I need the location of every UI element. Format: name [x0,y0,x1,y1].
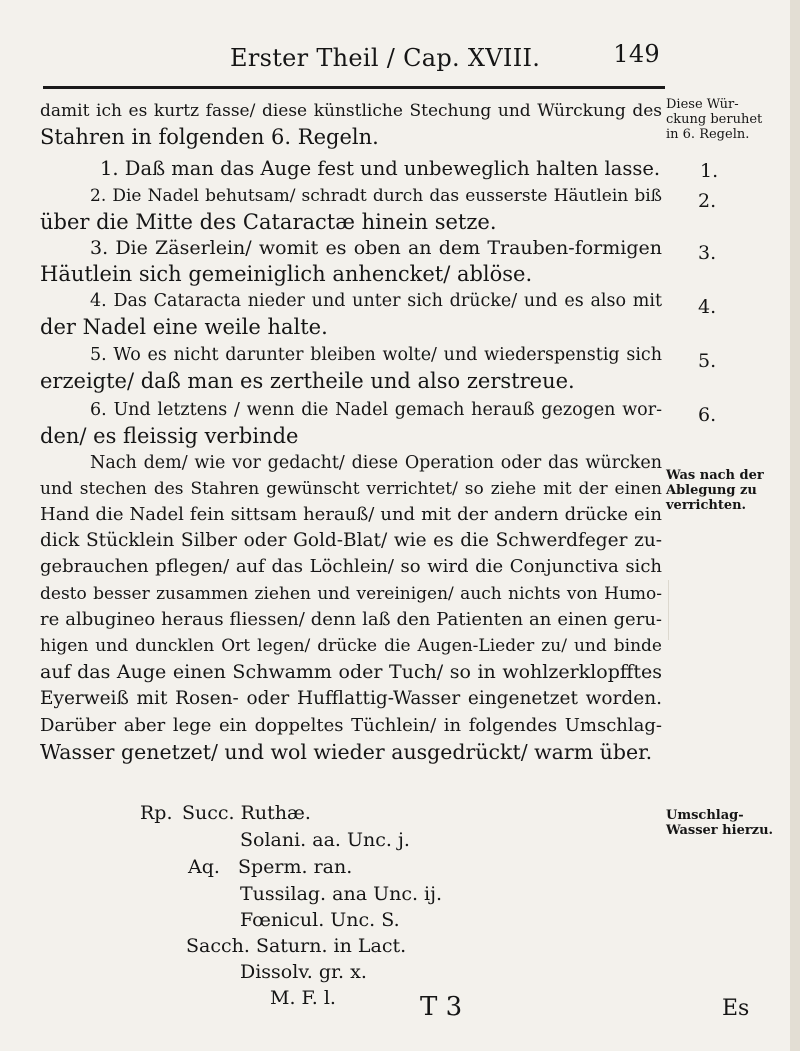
margin-note-line: Diese Wür- [666,97,739,112]
text-line: damit ich es kurtz fasse/ diese künstliche Stechung und Würckung des [40,101,662,121]
margin-note-line: Ablegung zu [666,483,757,498]
text-line: 5. Wo es nicht darunter bleiben wolte/ und wiederspenstig sich [90,345,662,365]
text-line: Stahren in folgenden 6. Regeln. [40,125,379,149]
page-number: 149 [613,40,660,68]
recipe-line: Fœnicul. Unc. S. [240,909,400,931]
show-through-text [668,580,789,640]
margin-note-poultice [666,808,792,838]
text-line: desto besser zusammen ziehen und vereinigen/ auch nichts von Humo- [40,584,662,604]
catchword: Es [722,996,750,1021]
text-line: den/ es fleissig verbinde [40,424,299,448]
margin-note-line: Wasser hierzu. [666,823,774,838]
text-line: der Nadel eine weile halte. [40,315,328,339]
text-line: Häutlein sich gemeiniglich anhencket/ ablöse. [40,262,533,286]
recipe-line: Sperm. ran. [238,856,353,878]
recipe-rp: Rp. [140,802,173,824]
margin-rule-number: 3. [698,242,717,264]
text-line: Eyerweiß mit Rosen- oder Hufflattig-Wasser eingenetzet worden. [40,688,662,709]
recipe-line: Tussilag. ana Unc. ij. [240,883,443,905]
text-line: auf das Auge einen Schwamm oder Tuch/ so in wohlzerklopfftes [40,661,662,683]
margin-rule-number: 1. [700,160,719,182]
text-line: Hand die Nadel fein sittsam herauß/ und mit der andern drücke ein [40,504,662,525]
text-line: 6. Und letztens / wenn die Nadel gemach herauß gezogen wor- [90,400,662,420]
text-line: 4. Das Cataracta nieder und unter sich drücke/ und es also mit [90,291,662,311]
recipe-line: Dissolv. gr. x. [240,961,367,983]
recipe-aq: Aq. [188,856,220,878]
margin-note-line: in 6. Regeln. [666,127,750,142]
text-line: und stechen des Stahren gewünscht verrichtet/ so ziehe mit der einen [40,479,662,499]
margin-note-line: Was nach der [666,468,764,483]
text-line: erzeigte/ daß man es zertheile und also zerstreue. [40,369,575,393]
recipe-line: Solani. aa. Unc. j. [240,829,410,851]
recipe-line: Succ. Ruthæ. [182,802,311,824]
header-title: Erster Theil / Cap. XVIII. [230,44,541,72]
margin-note-line: verrichten. [666,498,747,513]
text-line: 3. Die Zäserlein/ womit es oben an dem Trauben-formigen [90,237,662,259]
text-line: Darüber aber lege ein doppeltes Tüchlein/ in folgendes Umschlag- [40,715,662,736]
margin-rule-number: 2. [698,190,717,212]
text-line: gebrauchen pflegen/ auf das Löchlein/ so wird die Conjunctiva sich [40,556,662,577]
recipe-line: Sacch. Saturn. in Lact. [186,935,407,957]
text-line: re albugineo heraus fliessen/ denn laß den Patienten an einen geru- [40,609,662,630]
header-rule [43,86,665,89]
margin-note-line: Umschlag- [666,808,744,823]
text-line: Wasser genetzet/ und wol wieder ausgedrückt/ warm über. [40,740,653,764]
text-line: dick Stücklein Silber oder Gold-Blat/ wie es die Schwerdfeger zu- [40,530,662,551]
page-edge [790,0,800,1051]
text-line: über die Mitte des Cataractæ hinein setze. [40,210,497,234]
margin-note-after [666,468,792,513]
text-line: higen und duncklen Ort legen/ drücke die Augen-Lieder zu/ und binde [40,636,662,656]
margin-rule-number: 6. [698,404,717,426]
recipe-line: M. F. l. [270,987,336,1009]
margin-rule-number: 5. [698,350,717,372]
margin-rule-number: 4. [698,296,717,318]
text-line: 1. Daß man das Auge fest und unbeweglich halten lasse. [100,157,661,180]
signature-mark: T 3 [420,992,463,1022]
text-line: 2. Die Nadel behutsam/ schradt durch das eusserste Häutlein biß [90,186,662,206]
margin-note-line: ckung beruhet [666,112,763,127]
text-line: Nach dem/ wie vor gedacht/ diese Operation oder das würcken [90,453,662,473]
margin-note-rules [666,97,792,142]
